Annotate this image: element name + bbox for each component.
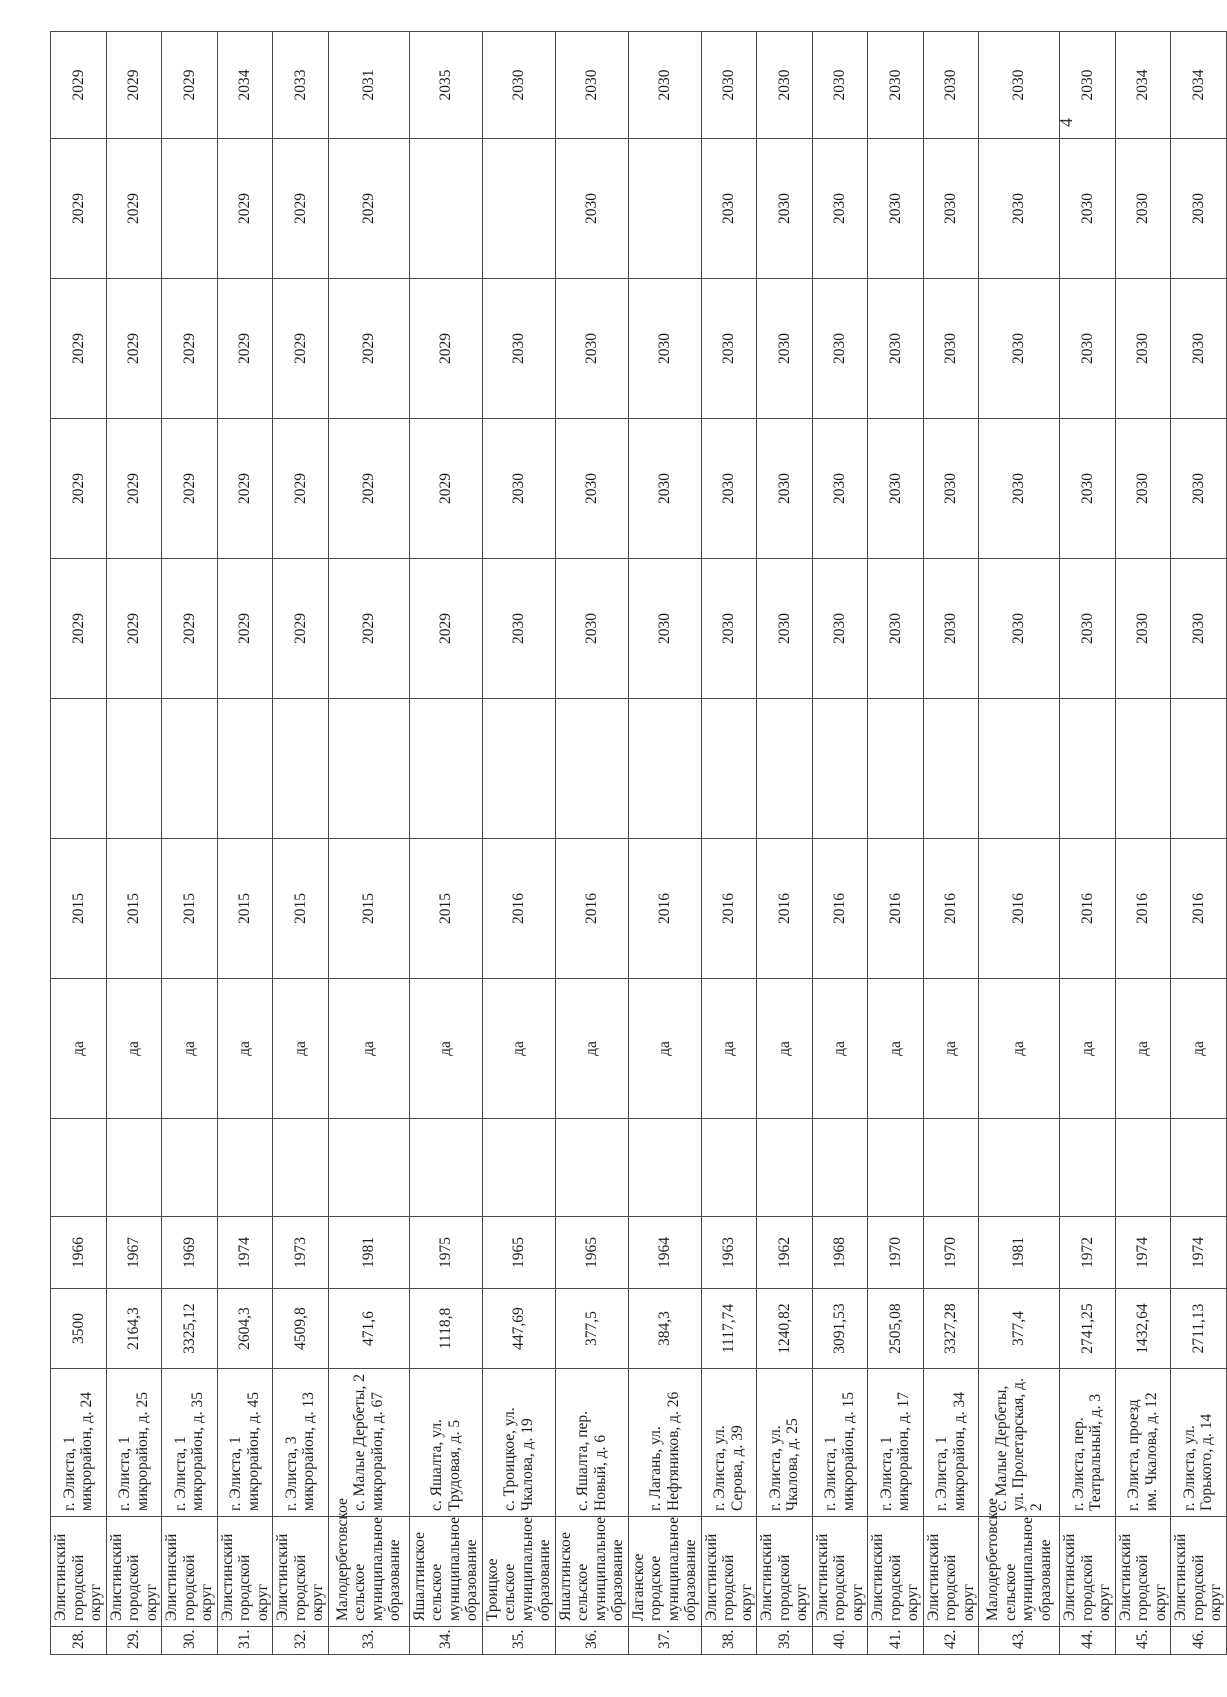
- address-cell: с. Яшалта, пер. Новый, д. 6: [555, 1369, 628, 1517]
- year-built-cell: 1967: [106, 1217, 162, 1289]
- year-cell: 2015: [217, 839, 273, 979]
- flag-cell: да: [555, 979, 628, 1119]
- empty-cell: [923, 1119, 979, 1217]
- empty-cell: [757, 1119, 813, 1217]
- year-cell: 2029: [162, 279, 218, 419]
- year-cell: 2030: [868, 559, 924, 699]
- year-cell: 2029: [409, 419, 482, 559]
- year-cell: 2030: [757, 419, 813, 559]
- address-cell: г. Элиста, ул. Серова, д. 39: [701, 1369, 757, 1517]
- row-number: 39.: [757, 1627, 813, 1655]
- year-cell: 2030: [482, 279, 555, 419]
- table-row: [868, 32, 924, 1655]
- year-cell: 2030: [923, 32, 979, 139]
- year-cell: 2030: [1060, 32, 1116, 139]
- table-row: [757, 32, 813, 1655]
- year-cell: 2029: [106, 559, 162, 699]
- year-cell: 2030: [868, 419, 924, 559]
- municipality-cell: Троицкое сельское муниципальное образование: [482, 1517, 555, 1627]
- area-cell: 447,69: [482, 1289, 555, 1369]
- year-cell: 2030: [482, 32, 555, 139]
- year-built-cell: 1963: [701, 1217, 757, 1289]
- table-body: [51, 32, 1227, 1655]
- table-row: [628, 32, 701, 1655]
- year-cell: 2029: [217, 139, 273, 279]
- year-cell: 2029: [409, 279, 482, 419]
- address-cell: г. Элиста, 1 микрорайон, д. 35: [162, 1369, 218, 1517]
- year-cell: 2030: [979, 559, 1060, 699]
- area-cell: 3325,12: [162, 1289, 218, 1369]
- address-cell: г. Элиста, 1 микрорайон, д. 45: [217, 1369, 273, 1517]
- empty-cell: [217, 1119, 273, 1217]
- year-cell: 2030: [923, 419, 979, 559]
- year-cell: 2030: [1171, 559, 1227, 699]
- year-cell: 2029: [162, 559, 218, 699]
- year-cell: 2035: [409, 32, 482, 139]
- year-cell: 2030: [628, 32, 701, 139]
- year-built-cell: 1974: [1171, 1217, 1227, 1289]
- year-built-cell: 1964: [628, 1217, 701, 1289]
- year-cell: 2030: [555, 419, 628, 559]
- year-cell: 2030: [812, 32, 868, 139]
- empty-cell: [555, 1119, 628, 1217]
- year-cell: 2016: [1171, 839, 1227, 979]
- municipality-cell: Элистинский городской округ: [757, 1517, 813, 1627]
- area-cell: 2604,3: [217, 1289, 273, 1369]
- empty-cell: [628, 699, 701, 839]
- empty-cell: [1115, 1119, 1171, 1217]
- empty-cell: [162, 1119, 218, 1217]
- table-row: [812, 32, 868, 1655]
- year-cell: 2030: [1171, 139, 1227, 279]
- year-built-cell: 1974: [217, 1217, 273, 1289]
- empty-cell: [217, 699, 273, 839]
- flag-cell: да: [51, 979, 107, 1119]
- year-cell: 2034: [217, 32, 273, 139]
- empty-cell: [482, 1119, 555, 1217]
- year-cell: 2016: [482, 839, 555, 979]
- year-cell: 2030: [628, 559, 701, 699]
- year-cell: 2016: [1060, 839, 1116, 979]
- empty-cell: [701, 699, 757, 839]
- area-cell: 2741,25: [1060, 1289, 1116, 1369]
- row-number: 46.: [1171, 1627, 1227, 1655]
- year-cell: 2016: [757, 839, 813, 979]
- table-row: [979, 32, 1060, 1655]
- table-row: [106, 32, 162, 1655]
- year-cell: 2030: [701, 139, 757, 279]
- municipality-cell: Лаганское городское муниципальное образование: [628, 1517, 701, 1627]
- year-cell: 2029: [162, 419, 218, 559]
- address-cell: г. Элиста, пер. Театральный, д. 3: [1060, 1369, 1116, 1517]
- empty-cell: [409, 1119, 482, 1217]
- area-cell: 3091,53: [812, 1289, 868, 1369]
- address-cell: с. Яшалта, ул. Трудовая, д. 5: [409, 1369, 482, 1517]
- year-cell: 2030: [868, 32, 924, 139]
- flag-cell: да: [701, 979, 757, 1119]
- year-cell: 2029: [273, 559, 329, 699]
- address-cell: г. Элиста, ул. Чкалова, д. 25: [757, 1369, 813, 1517]
- year-cell: 2029: [273, 279, 329, 419]
- year-cell: 2029: [106, 279, 162, 419]
- empty-cell: [1060, 699, 1116, 839]
- row-number: 43.: [979, 1627, 1060, 1655]
- empty-cell: [923, 699, 979, 839]
- year-cell: 2030: [1115, 559, 1171, 699]
- address-cell: с. Троицкое, ул. Чкалова, д. 19: [482, 1369, 555, 1517]
- area-cell: 4509,8: [273, 1289, 329, 1369]
- year-built-cell: 1981: [979, 1217, 1060, 1289]
- address-cell: г. Элиста, 1 микрорайон, д. 25: [106, 1369, 162, 1517]
- area-cell: 2505,08: [868, 1289, 924, 1369]
- municipality-cell: Элистинский городской округ: [1171, 1517, 1227, 1627]
- year-cell: 2030: [555, 139, 628, 279]
- municipality-cell: Элистинский городской округ: [162, 1517, 218, 1627]
- table-row: [701, 32, 757, 1655]
- empty-cell: [51, 699, 107, 839]
- municipality-cell: Элистинский городской округ: [106, 1517, 162, 1627]
- year-cell: 2034: [1171, 32, 1227, 139]
- year-cell: 2015: [51, 839, 107, 979]
- year-built-cell: 1970: [923, 1217, 979, 1289]
- area-cell: 2711,13: [1171, 1289, 1227, 1369]
- year-cell: 2030: [482, 559, 555, 699]
- table-row: [555, 32, 628, 1655]
- empty-cell: [868, 1119, 924, 1217]
- year-cell: 2030: [1060, 419, 1116, 559]
- year-cell: 2029: [273, 419, 329, 559]
- flag-cell: да: [923, 979, 979, 1119]
- empty-cell: [979, 699, 1060, 839]
- year-cell: 2029: [328, 279, 409, 419]
- area-cell: 1432,64: [1115, 1289, 1171, 1369]
- address-cell: г. Элиста, 3 микрорайон, д. 13: [273, 1369, 329, 1517]
- year-cell: 2033: [273, 32, 329, 139]
- table-row: [409, 32, 482, 1655]
- flag-cell: да: [1060, 979, 1116, 1119]
- year-cell: [162, 139, 218, 279]
- year-cell: 2030: [555, 32, 628, 139]
- empty-cell: [106, 699, 162, 839]
- row-number: 35.: [482, 1627, 555, 1655]
- page-number: 4: [1056, 118, 1076, 127]
- year-cell: 2030: [555, 559, 628, 699]
- year-cell: 2016: [628, 839, 701, 979]
- year-cell: 2016: [812, 839, 868, 979]
- area-cell: 3500: [51, 1289, 107, 1369]
- year-cell: 2030: [1115, 279, 1171, 419]
- table-row: [51, 32, 107, 1655]
- year-cell: 2029: [51, 32, 107, 139]
- table-row: [273, 32, 329, 1655]
- year-cell: 2029: [273, 139, 329, 279]
- year-cell: 2030: [923, 559, 979, 699]
- empty-cell: [628, 1119, 701, 1217]
- municipality-cell: Малодербетовское сельское муниципальное образование: [979, 1517, 1060, 1627]
- address-cell: г. Элиста, ул. Горького, д. 14: [1171, 1369, 1227, 1517]
- year-cell: 2030: [701, 279, 757, 419]
- row-number: 42.: [923, 1627, 979, 1655]
- year-built-cell: 1962: [757, 1217, 813, 1289]
- year-cell: 2030: [812, 559, 868, 699]
- flag-cell: да: [162, 979, 218, 1119]
- year-cell: 2030: [701, 559, 757, 699]
- year-cell: 2030: [979, 139, 1060, 279]
- table-row: [1115, 32, 1171, 1655]
- empty-cell: [868, 699, 924, 839]
- municipality-cell: Элистинский городской округ: [868, 1517, 924, 1627]
- year-cell: 2030: [701, 419, 757, 559]
- row-number: 30.: [162, 1627, 218, 1655]
- address-cell: с. Малые Дербеты, ул. Пролетарская, д. 2: [979, 1369, 1060, 1517]
- area-cell: 1117,74: [701, 1289, 757, 1369]
- row-number: 32.: [273, 1627, 329, 1655]
- year-cell: 2030: [979, 32, 1060, 139]
- table-row: [1171, 32, 1227, 1655]
- empty-cell: [162, 699, 218, 839]
- year-cell: 2029: [328, 419, 409, 559]
- year-cell: 2016: [555, 839, 628, 979]
- year-cell: 2030: [1171, 419, 1227, 559]
- year-cell: 2030: [628, 279, 701, 419]
- row-number: 45.: [1115, 1627, 1171, 1655]
- empty-cell: [273, 1119, 329, 1217]
- flag-cell: да: [757, 979, 813, 1119]
- empty-cell: [328, 1119, 409, 1217]
- municipality-cell: Элистинский городской округ: [1115, 1517, 1171, 1627]
- municipality-cell: Элистинский городской округ: [923, 1517, 979, 1627]
- year-cell: 2030: [757, 139, 813, 279]
- flag-cell: да: [1171, 979, 1227, 1119]
- municipality-cell: Элистинский городской округ: [273, 1517, 329, 1627]
- municipality-cell: Яшалтинское сельское муниципальное образование: [409, 1517, 482, 1627]
- empty-cell: [482, 699, 555, 839]
- year-cell: 2015: [409, 839, 482, 979]
- area-cell: 1118,8: [409, 1289, 482, 1369]
- empty-cell: [409, 699, 482, 839]
- table-row: [328, 32, 409, 1655]
- empty-cell: [273, 699, 329, 839]
- year-cell: 2015: [162, 839, 218, 979]
- year-cell: 2029: [217, 279, 273, 419]
- year-cell: 2029: [51, 279, 107, 419]
- row-number: 40.: [812, 1627, 868, 1655]
- municipality-cell: Элистинский городской округ: [812, 1517, 868, 1627]
- municipality-cell: Малодербетовское сельское муниципальное образование: [328, 1517, 409, 1627]
- empty-cell: [757, 699, 813, 839]
- empty-cell: [1171, 1119, 1227, 1217]
- row-number: 37.: [628, 1627, 701, 1655]
- table-row: [923, 32, 979, 1655]
- year-built-cell: 1969: [162, 1217, 218, 1289]
- empty-cell: [1171, 699, 1227, 839]
- year-cell: 2030: [1060, 279, 1116, 419]
- year-cell: 2030: [868, 279, 924, 419]
- area-cell: 471,6: [328, 1289, 409, 1369]
- row-number: 33.: [328, 1627, 409, 1655]
- year-cell: 2029: [328, 559, 409, 699]
- area-cell: 377,4: [979, 1289, 1060, 1369]
- flag-cell: да: [1115, 979, 1171, 1119]
- flag-cell: да: [628, 979, 701, 1119]
- area-cell: 2164,3: [106, 1289, 162, 1369]
- year-cell: 2030: [812, 139, 868, 279]
- year-cell: 2030: [868, 139, 924, 279]
- table-row: [1060, 32, 1116, 1655]
- year-cell: 2029: [106, 32, 162, 139]
- flag-cell: да: [328, 979, 409, 1119]
- year-built-cell: 1981: [328, 1217, 409, 1289]
- year-cell: 2029: [328, 139, 409, 279]
- year-cell: 2030: [812, 419, 868, 559]
- empty-cell: [701, 1119, 757, 1217]
- year-cell: 2030: [628, 419, 701, 559]
- year-cell: 2029: [106, 139, 162, 279]
- flag-cell: да: [409, 979, 482, 1119]
- year-built-cell: 1973: [273, 1217, 329, 1289]
- year-cell: 2031: [328, 32, 409, 139]
- year-built-cell: 1965: [482, 1217, 555, 1289]
- year-cell: 2030: [1115, 419, 1171, 559]
- year-cell: 2030: [923, 139, 979, 279]
- address-cell: г. Элиста, 1 микрорайон, д. 34: [923, 1369, 979, 1517]
- year-cell: 2030: [923, 279, 979, 419]
- year-cell: 2016: [979, 839, 1060, 979]
- year-cell: [482, 139, 555, 279]
- year-built-cell: 1972: [1060, 1217, 1116, 1289]
- year-cell: 2030: [1171, 279, 1227, 419]
- table-row: [162, 32, 218, 1655]
- year-cell: 2029: [409, 559, 482, 699]
- year-cell: [409, 139, 482, 279]
- empty-cell: [1115, 699, 1171, 839]
- year-cell: 2030: [979, 419, 1060, 559]
- year-cell: 2029: [106, 419, 162, 559]
- row-number: 36.: [555, 1627, 628, 1655]
- address-cell: г. Элиста, проезд им. Чкалова, д. 12: [1115, 1369, 1171, 1517]
- area-cell: 377,5: [555, 1289, 628, 1369]
- area-cell: 3327,28: [923, 1289, 979, 1369]
- municipality-cell: Элистинский городской округ: [1060, 1517, 1116, 1627]
- year-cell: 2029: [217, 419, 273, 559]
- flag-cell: да: [868, 979, 924, 1119]
- year-cell: 2029: [217, 559, 273, 699]
- address-cell: г. Элиста, 1 микрорайон, д. 15: [812, 1369, 868, 1517]
- row-number: 34.: [409, 1627, 482, 1655]
- empty-cell: [555, 699, 628, 839]
- row-number: 31.: [217, 1627, 273, 1655]
- flag-cell: да: [482, 979, 555, 1119]
- year-cell: 2016: [1115, 839, 1171, 979]
- year-cell: 2016: [701, 839, 757, 979]
- year-cell: 2029: [51, 559, 107, 699]
- empty-cell: [51, 1119, 107, 1217]
- year-cell: 2030: [812, 279, 868, 419]
- municipality-cell: Элистинский городской округ: [51, 1517, 107, 1627]
- address-cell: г. Элиста, 1 микрорайон, д. 24: [51, 1369, 107, 1517]
- year-cell: 2030: [1060, 559, 1116, 699]
- empty-cell: [328, 699, 409, 839]
- year-cell: 2030: [1060, 139, 1116, 279]
- empty-cell: [1060, 1119, 1116, 1217]
- year-cell: 2016: [868, 839, 924, 979]
- year-cell: 2015: [328, 839, 409, 979]
- year-cell: [628, 139, 701, 279]
- year-cell: 2015: [106, 839, 162, 979]
- year-built-cell: 1975: [409, 1217, 482, 1289]
- year-cell: 2029: [51, 139, 107, 279]
- rotated-page: [50, 32, 1224, 1655]
- year-cell: 2034: [1115, 32, 1171, 139]
- year-built-cell: 1966: [51, 1217, 107, 1289]
- year-built-cell: 1968: [812, 1217, 868, 1289]
- row-number: 29.: [106, 1627, 162, 1655]
- row-number: 41.: [868, 1627, 924, 1655]
- row-number: 44.: [1060, 1627, 1116, 1655]
- municipality-cell: Элистинский городской округ: [701, 1517, 757, 1627]
- year-cell: 2030: [555, 279, 628, 419]
- empty-cell: [979, 1119, 1060, 1217]
- row-number: 28.: [51, 1627, 107, 1655]
- year-built-cell: 1970: [868, 1217, 924, 1289]
- municipality-cell: Яшалтинское сельское муниципальное образование: [555, 1517, 628, 1627]
- year-cell: 2030: [1115, 139, 1171, 279]
- year-cell: 2015: [273, 839, 329, 979]
- year-cell: 2016: [923, 839, 979, 979]
- flag-cell: да: [106, 979, 162, 1119]
- address-cell: г. Лагань, ул. Нефтяников, д. 26: [628, 1369, 701, 1517]
- row-number: 38.: [701, 1627, 757, 1655]
- table-row: [482, 32, 555, 1655]
- year-built-cell: 1965: [555, 1217, 628, 1289]
- empty-cell: [106, 1119, 162, 1217]
- year-built-cell: 1974: [1115, 1217, 1171, 1289]
- year-cell: 2030: [757, 279, 813, 419]
- municipality-cell: Элистинский городской округ: [217, 1517, 273, 1627]
- area-cell: 1240,82: [757, 1289, 813, 1369]
- year-cell: 2030: [701, 32, 757, 139]
- year-cell: 2029: [51, 419, 107, 559]
- year-cell: 2030: [979, 279, 1060, 419]
- table-row: [217, 32, 273, 1655]
- empty-cell: [812, 1119, 868, 1217]
- year-cell: 2030: [482, 419, 555, 559]
- flag-cell: да: [812, 979, 868, 1119]
- flag-cell: да: [273, 979, 329, 1119]
- year-cell: 2029: [162, 32, 218, 139]
- empty-cell: [812, 699, 868, 839]
- flag-cell: да: [217, 979, 273, 1119]
- address-cell: г. Элиста, 1 микрорайон, д. 17: [868, 1369, 924, 1517]
- housing-table: [50, 31, 1227, 1655]
- year-cell: 2030: [757, 32, 813, 139]
- address-cell: с. Малые Дербеты, 2 микрорайон, д. 67: [328, 1369, 409, 1517]
- flag-cell: да: [979, 979, 1060, 1119]
- year-cell: 2030: [757, 559, 813, 699]
- area-cell: 384,3: [628, 1289, 701, 1369]
